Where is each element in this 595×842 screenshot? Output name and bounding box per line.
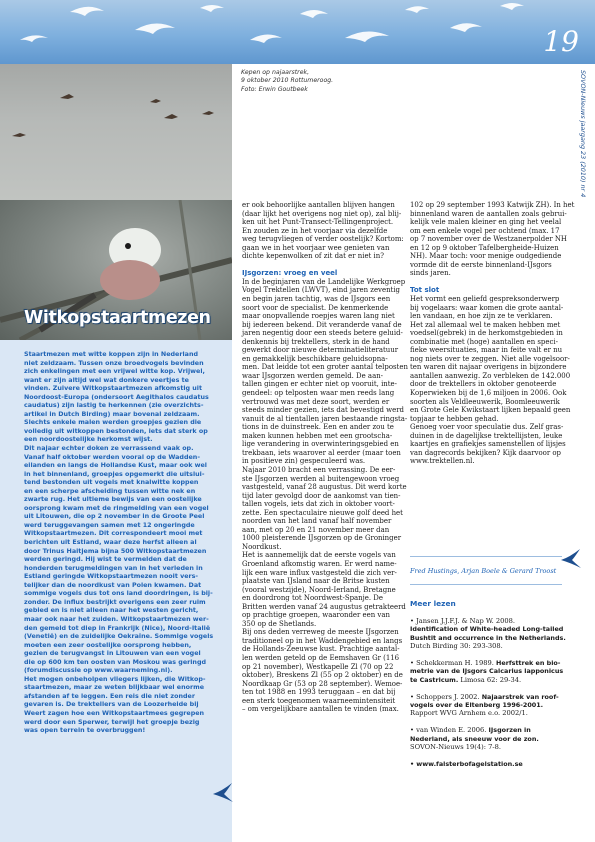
- text-line: Het zal allemaal wel te maken hebben met: [410, 320, 561, 329]
- text-line: tijd later gevolgd door de aankomst van tien-: [242, 491, 401, 500]
- header-banner: [0, 0, 595, 64]
- reference-line: • van Winden E. 2006. IJsgorzen in: [410, 726, 531, 735]
- text-line: kelijk vele malen kleiner en ging het veelal: [410, 218, 562, 227]
- text-line: Groenland afkomstig waren. Er werd name-: [242, 559, 397, 568]
- text-line: 1000 pleisterende IJsgorzen op de Groninger: [242, 534, 402, 543]
- text-line: lige verandering in overwinteringsgebied en: [242, 440, 399, 449]
- intro-line: Vanaf half oktober werden vooral op de Wadden-: [24, 453, 200, 461]
- intro-line: Witkopstaartmezen. Dit correspondeert mooi met: [24, 530, 203, 538]
- intro-line: maar ook naar het zuiden. Witkopstaartmezen wer-: [24, 615, 209, 623]
- text-line: gendeel: op telposten waar men reeds lang: [242, 389, 395, 398]
- text-line: lijk een ware influx vastgesteld die zich ver-: [242, 568, 397, 577]
- intro-line: sommige vogels dus tot ons land doordringen, is bij-: [24, 590, 213, 598]
- text-line: tions in de duinstreek. Een en ander zou te: [242, 423, 394, 432]
- text-line: Koperwieken bij de 1,6 miljoen in 2006. Ook: [410, 389, 567, 398]
- reference-line: Rapport WVG Arnhem e.o. 2002/1.: [410, 709, 528, 718]
- reference-line: • Schoppers J. 2002. Najaarstrek van roof-: [410, 692, 559, 701]
- intro-line: gebied en is niet alleen naar het westen gericht,: [24, 607, 199, 615]
- intro-line: eilanden en langs de Hollandse Kust, maar ook wel: [24, 462, 207, 470]
- text-line: Genoeg voer voor speculatie dus. Zelf gras-: [410, 423, 564, 432]
- text-line: Noordkust.: [242, 542, 282, 551]
- text-line: maken kunnen hebben met een grootscha-: [242, 431, 393, 440]
- text-line: jaren negentig door een steeds betere geluid-: [242, 329, 403, 338]
- swift-icon: [212, 782, 234, 804]
- text-line: duinen in de dagelijkse trektellijsten, leuke: [410, 431, 563, 440]
- text-line: dichte kepenwolken of zit dat er niet in?: [242, 252, 384, 261]
- intro-line: vinden. Zuivere Witkopstaartmezen afkomstig uit: [24, 385, 202, 393]
- text-line: Het is aannemelijk dat de eerste vogels van: [242, 551, 396, 560]
- intro-line: niet zeldzaam. Tussen onze broedvogels bevinden: [24, 359, 204, 367]
- intro-line: caudatus) zijn lastig te herkennen (zie overzichts-: [24, 402, 204, 410]
- text-line: tallen gingen er echter niet op vooruit, inte-: [242, 380, 397, 389]
- intro-line: staartmezen, maar ze weten blijkbaar wel enorme: [24, 684, 204, 692]
- reference-item: [410, 659, 570, 684]
- reference-link[interactable]: • www.falsterbofagelstation.se: [410, 759, 523, 768]
- text-line: NH). Maar toch: voor menige oudgediende: [410, 252, 562, 261]
- paragraph-gap: [410, 278, 570, 287]
- article-title: Witkopstaartmezen: [24, 308, 211, 328]
- reference-line: Dutch Birding 30: 293-308.: [410, 642, 503, 651]
- divider: [410, 556, 562, 557]
- intro-line: Slechts enkele malen werden groepjes gezien die: [24, 419, 202, 427]
- text-line: 102 op 29 september 1993 Katwijk ZH). In het: [410, 201, 575, 209]
- text-line: (vooral westzijde), Noord-Ierland, Bretagne: [242, 585, 396, 594]
- intro-line: een noordoostelijke herkomst wijst.: [24, 436, 153, 444]
- reference-line: Identification of White-headed Long-tailed: [410, 625, 564, 634]
- text-line: www.trektellen.nl.: [410, 457, 475, 466]
- section-heading: IJsgorzen: vroeg en veel: [242, 269, 338, 278]
- reference-item: [410, 693, 570, 718]
- text-line: tallen vogels, iets dat zich in oktober voort-: [242, 500, 395, 509]
- text-line: door de trektellers in oktober genoteerde: [410, 380, 557, 389]
- text-line: voedsel(gebrek) in de herkomstgebieden in: [410, 329, 563, 338]
- text-line: op prachtige groepen, waaronder een van: [242, 611, 390, 620]
- intro-line: Noordoost-Europa (ondersoort Aegithalos caudatus: [24, 393, 209, 401]
- text-line: Noordkaap Gr (53 op 28 september). Wemoe-: [242, 679, 403, 688]
- text-line: noorden van het land vanaf half november: [242, 517, 392, 526]
- intro-line: uit Litouwen, die op 2 november in de Groote Peel: [24, 513, 205, 521]
- intro-line: werd teruggevangen samen met 12 ongeringde: [24, 521, 195, 529]
- intro-line: die op 600 km ten oosten van Moskou was geringd: [24, 658, 207, 666]
- text-line: Bij ons deden verreweg de meeste IJsgorzen: [242, 628, 399, 637]
- reference-line: SOVON-Nieuws 19(4): 7-8.: [410, 743, 502, 752]
- text-line: Najaar 2010 bracht een verrassing. De eer-: [242, 465, 396, 474]
- divider: [410, 584, 562, 585]
- text-line: trekbaan, iets waarover al eerder (maar toen: [242, 448, 401, 457]
- intro-line: gezien de terugvangst in Litouwen van een vogel: [24, 650, 201, 658]
- intro-line: oorsprong kwam met de ringmelding van een vogel: [24, 504, 209, 512]
- intro-line: berichten uit Estland, waar deze herfst alleen al: [24, 539, 197, 547]
- text-line: ste IJsgorzen werden al buitengewoon vroeg: [242, 474, 400, 483]
- text-line: vanuit de al tientallen jaren bestaande ringsta-: [242, 414, 408, 423]
- swift-icon: [560, 548, 582, 570]
- text-line: (daar lijkt het overigens nog niet op), zal blij-: [242, 209, 402, 218]
- reference-list: [410, 617, 570, 777]
- text-line: waar IJsgorzen werden gemeld. De aan-: [242, 371, 384, 380]
- reference-line: metrie van de IJsgors Calcarius lapponicus: [410, 667, 564, 676]
- text-line: 350 op de Shetlands.: [242, 619, 317, 628]
- intro-line: tend bestonden uit vogels met knalwitte koppen: [24, 479, 199, 487]
- intro-line: (Venetië) en de zuidelijke Oekraïne. Sommige vogels: [24, 633, 214, 641]
- intro-line: en een scherpe afscheiding tussen witte nek en: [24, 487, 196, 495]
- reference-line: te Castricum. Limosa 62: 29-34.: [410, 675, 522, 684]
- text-line: Britten werden vanaf 24 augustus getrakteerd: [242, 602, 406, 611]
- intro-line: zwarte rug. Het ultieme bewijs van een oostelijke: [24, 496, 202, 504]
- intro-line: door Trinus Haitjema bijna 500 Witkopstaartmezen: [24, 547, 207, 555]
- reference-line: • Jansen J.J.F.J. & Nap W. 2008.: [410, 617, 515, 625]
- text-line: En zouden ze in het voorjaar via dezelfde: [242, 226, 388, 235]
- caption-line: 9 oktober 2010 Rottumeroog.: [241, 77, 334, 85]
- intro-line: in het binnenland, groepjes opgemerkt die uitslui-: [24, 470, 205, 478]
- intro-line: werd door een Sperwer, terwijl het groepje bezig: [24, 718, 200, 726]
- photo-caption: [241, 69, 411, 94]
- text-line: topjaar te hebben gehad.: [410, 414, 499, 423]
- text-line: ten tot 1988 en 1993 teruggaan – en dat bij: [242, 688, 396, 697]
- intro-line: Het mogen onbeholpen vliegers lijken, die Witkop-: [24, 675, 206, 683]
- intro-line: werden geringd. Hij wist te vermelden dat de: [24, 556, 187, 564]
- text-line: combinatie met (hoge) aantallen en speci-: [410, 337, 558, 346]
- intro-line: Estland geringde Witkopstaartmezen nooit vers-: [24, 573, 199, 581]
- text-line: len vandaan, en hoe zijn ze te verklaren.: [410, 312, 553, 321]
- text-line: vormde dit de eerste binnenland-IJsgors: [410, 260, 552, 269]
- text-line: de Hollands-Zeeuwse kust. Prachtige aantal-: [242, 645, 400, 654]
- intro-line: gevaren is. De trektellers van de Loozerheide bij: [24, 701, 199, 709]
- text-line: vertrouwd was met deze soort, werden er: [242, 397, 390, 406]
- text-line: op 7 november over de Westzanerpolder NH: [410, 235, 567, 244]
- caption-line: Foto: Erwin Goutbeek: [241, 85, 308, 93]
- text-line: op 21 november), Westkapelle Zl (70 op 22: [242, 662, 394, 671]
- text-line: en gemakkelijk beschikbare geluidsopna-: [242, 354, 388, 363]
- text-line: men. Dat leidde tot een groter aantal telposten: [242, 363, 408, 372]
- intro-line: was open terrein te overbruggen!: [24, 727, 146, 735]
- text-line: en Grote Gele Kwikstaart lijken bepaald geen: [410, 406, 571, 415]
- text-line: bij iedereen bekend. Dit veranderde vanaf de: [242, 320, 402, 329]
- text-line: plaatste van IJsland naar de Britse kusten: [242, 577, 390, 586]
- intro-line: Dit najaar echter doken ze verrassend vaak op.: [24, 445, 194, 453]
- text-line: een sterk toegenomen waarneemintensiteit: [242, 696, 396, 705]
- text-line: weg terugvliegen of verder oostelijk? Kortom:: [242, 235, 404, 244]
- text-line: nog niets over te zeggen. Niet alle vogelsoor-: [410, 354, 570, 363]
- text-line: gaan we in het voorjaar wee genieten van: [242, 243, 390, 252]
- text-line: ken uit het Punt-Transect-Tellingenproject.: [242, 218, 394, 227]
- text-line: Het vormt een geliefd gespreksonderwerp: [410, 295, 560, 304]
- column-middle: [242, 201, 408, 714]
- intro-line: afstanden af te leggen. Een reis die niet zonder: [24, 692, 195, 700]
- text-line: aantallen aanwezig. Zo verbleken de 142.000: [410, 371, 571, 380]
- text-line: aan, met op 20 en 21 november meer dan: [242, 525, 390, 534]
- text-line: er ook behoorlijke aantallen blijven hangen: [242, 201, 395, 209]
- text-line: sinds jaren.: [410, 269, 451, 278]
- text-line: en 12 op 9 oktober Tafelbergheide-Huizen: [410, 243, 559, 252]
- swift-flock-icon: [0, 0, 595, 64]
- text-line: steeds minder gezien, iets dat bevestigd werd: [242, 406, 404, 415]
- flock-photo: [0, 64, 232, 200]
- text-line: om een enkele vogel per ochtend (max. 17: [410, 226, 560, 235]
- text-line: kaartjes en grafiekjes samenstellen of lijsjes: [410, 440, 566, 449]
- intro-line: Staartmezen met witte koppen zijn in Nederland: [24, 351, 198, 358]
- text-line: bij vogelaars: waar komen die grote aantal-: [410, 303, 564, 312]
- text-line: vastgesteld, vanaf 28 augustus. Dit werd korte: [242, 483, 407, 492]
- intro-text: [24, 351, 224, 736]
- intro-line: (forumdiscussie op www.waarneming.nl).: [24, 667, 173, 675]
- text-line: soorten als Veldleeuwerik, Boomleeuwerik: [410, 397, 560, 406]
- paragraph-gap: [242, 261, 405, 270]
- text-line: in positieve zin) gespeculeerd was.: [242, 457, 366, 466]
- journal-line: SOVON-Nieuws jaargang 23 (2010) nr 4: [579, 70, 587, 198]
- reference-line: Bushtit and occurrence in the Netherlands.: [410, 633, 566, 642]
- caption-line: Kepen op najaarstrek,: [241, 69, 310, 76]
- column-right: [410, 201, 575, 466]
- text-line: binnenland waren de aantallen zoals gebrui-: [410, 209, 567, 218]
- journal-side-label: [575, 70, 589, 220]
- text-line: oktober), Breskens Zl (55 op 2 oktober) en de: [242, 671, 403, 680]
- reference-item: [410, 617, 570, 651]
- intro-line: moeten een zeer oostelijke oorsprong hebben,: [24, 641, 192, 649]
- intro-line: den gemeld tot diep in Frankrijk (Nice), Noord-Italië: [24, 624, 211, 632]
- reference-line: • Schekkerman H. 1989. Herfsttrek en bio-: [410, 659, 561, 668]
- intro-line: want er zijn altijd wel wat donkere veertjes te: [24, 376, 189, 384]
- intro-line: zonder. De influx bestrijkt overigens een zeer ruim: [24, 598, 206, 606]
- reference-line: vogels over de Eltenberg 1996-2001.: [410, 701, 544, 710]
- text-line: gewerkt door nieuwe determinatieliteratuur: [242, 346, 399, 355]
- text-line: soort voor de specialist. De kenmerkende: [242, 303, 389, 312]
- authors: Fred Hustings, Arjan Boele & Gerard Troost: [410, 567, 557, 575]
- flying-birds-icon: [0, 64, 232, 200]
- intro-line: honderden terugmeldingen van in het verleden in: [24, 564, 203, 572]
- intro-line: volledig uit witkoppen bestonden, iets dat sterk op: [24, 427, 208, 435]
- intro-line: Weert zagen hoe een Witkopstaartmees gegrepen: [24, 709, 205, 717]
- text-line: len werden geteld op de Eemshaven Gr (116: [242, 653, 400, 662]
- text-line: traditioneel op in het Waddengebied en langs: [242, 636, 403, 645]
- text-line: en begin jaren tachtig, was de IJsgors een: [242, 295, 391, 304]
- text-line: – om vergelijkbare aantallen te vinden (max.: [242, 705, 399, 714]
- intro-line: artikel in Dutch Birding) maar bovenal zeldzaam.: [24, 410, 200, 418]
- reference-line: Nederland, als sneeuw voor de zon.: [410, 734, 539, 743]
- text-line: van dagrecords bekijken? Kijk daarvoor op: [410, 448, 561, 457]
- page-number: 19: [543, 25, 579, 58]
- text-line: en doordrong tot Noordwest-Spanje. De: [242, 594, 383, 603]
- text-line: In de beginjaren van de Landelijke Werkgroep: [242, 277, 406, 286]
- reference-item: [410, 726, 570, 751]
- intro-line: zich enkelingen met een vrijwel witte kop. Vrijwel,: [24, 368, 205, 376]
- text-line: denkennis bij trektellers, sterk in de hand: [242, 337, 390, 346]
- text-line: zette. Een spectaculaire nieuwe golf deed het: [242, 508, 403, 517]
- text-line: Vogel Trektellen (LWVT), eind jaren zeventig: [242, 286, 400, 295]
- text-line: fieke weersituaties, maar in feite valt er nu: [410, 346, 563, 355]
- reference-item: [410, 760, 570, 768]
- intro-line: telijker dan de noordkust van Polen kwamen. Dat: [24, 581, 202, 589]
- section-heading: Tot slot: [410, 286, 440, 295]
- further-reading-heading: Meer lezen: [410, 599, 456, 608]
- text-line: maar onopvallende roepjes waren lang niet: [242, 312, 395, 321]
- text-line: ten waren dit najaar overigens in bijzondere: [410, 363, 567, 372]
